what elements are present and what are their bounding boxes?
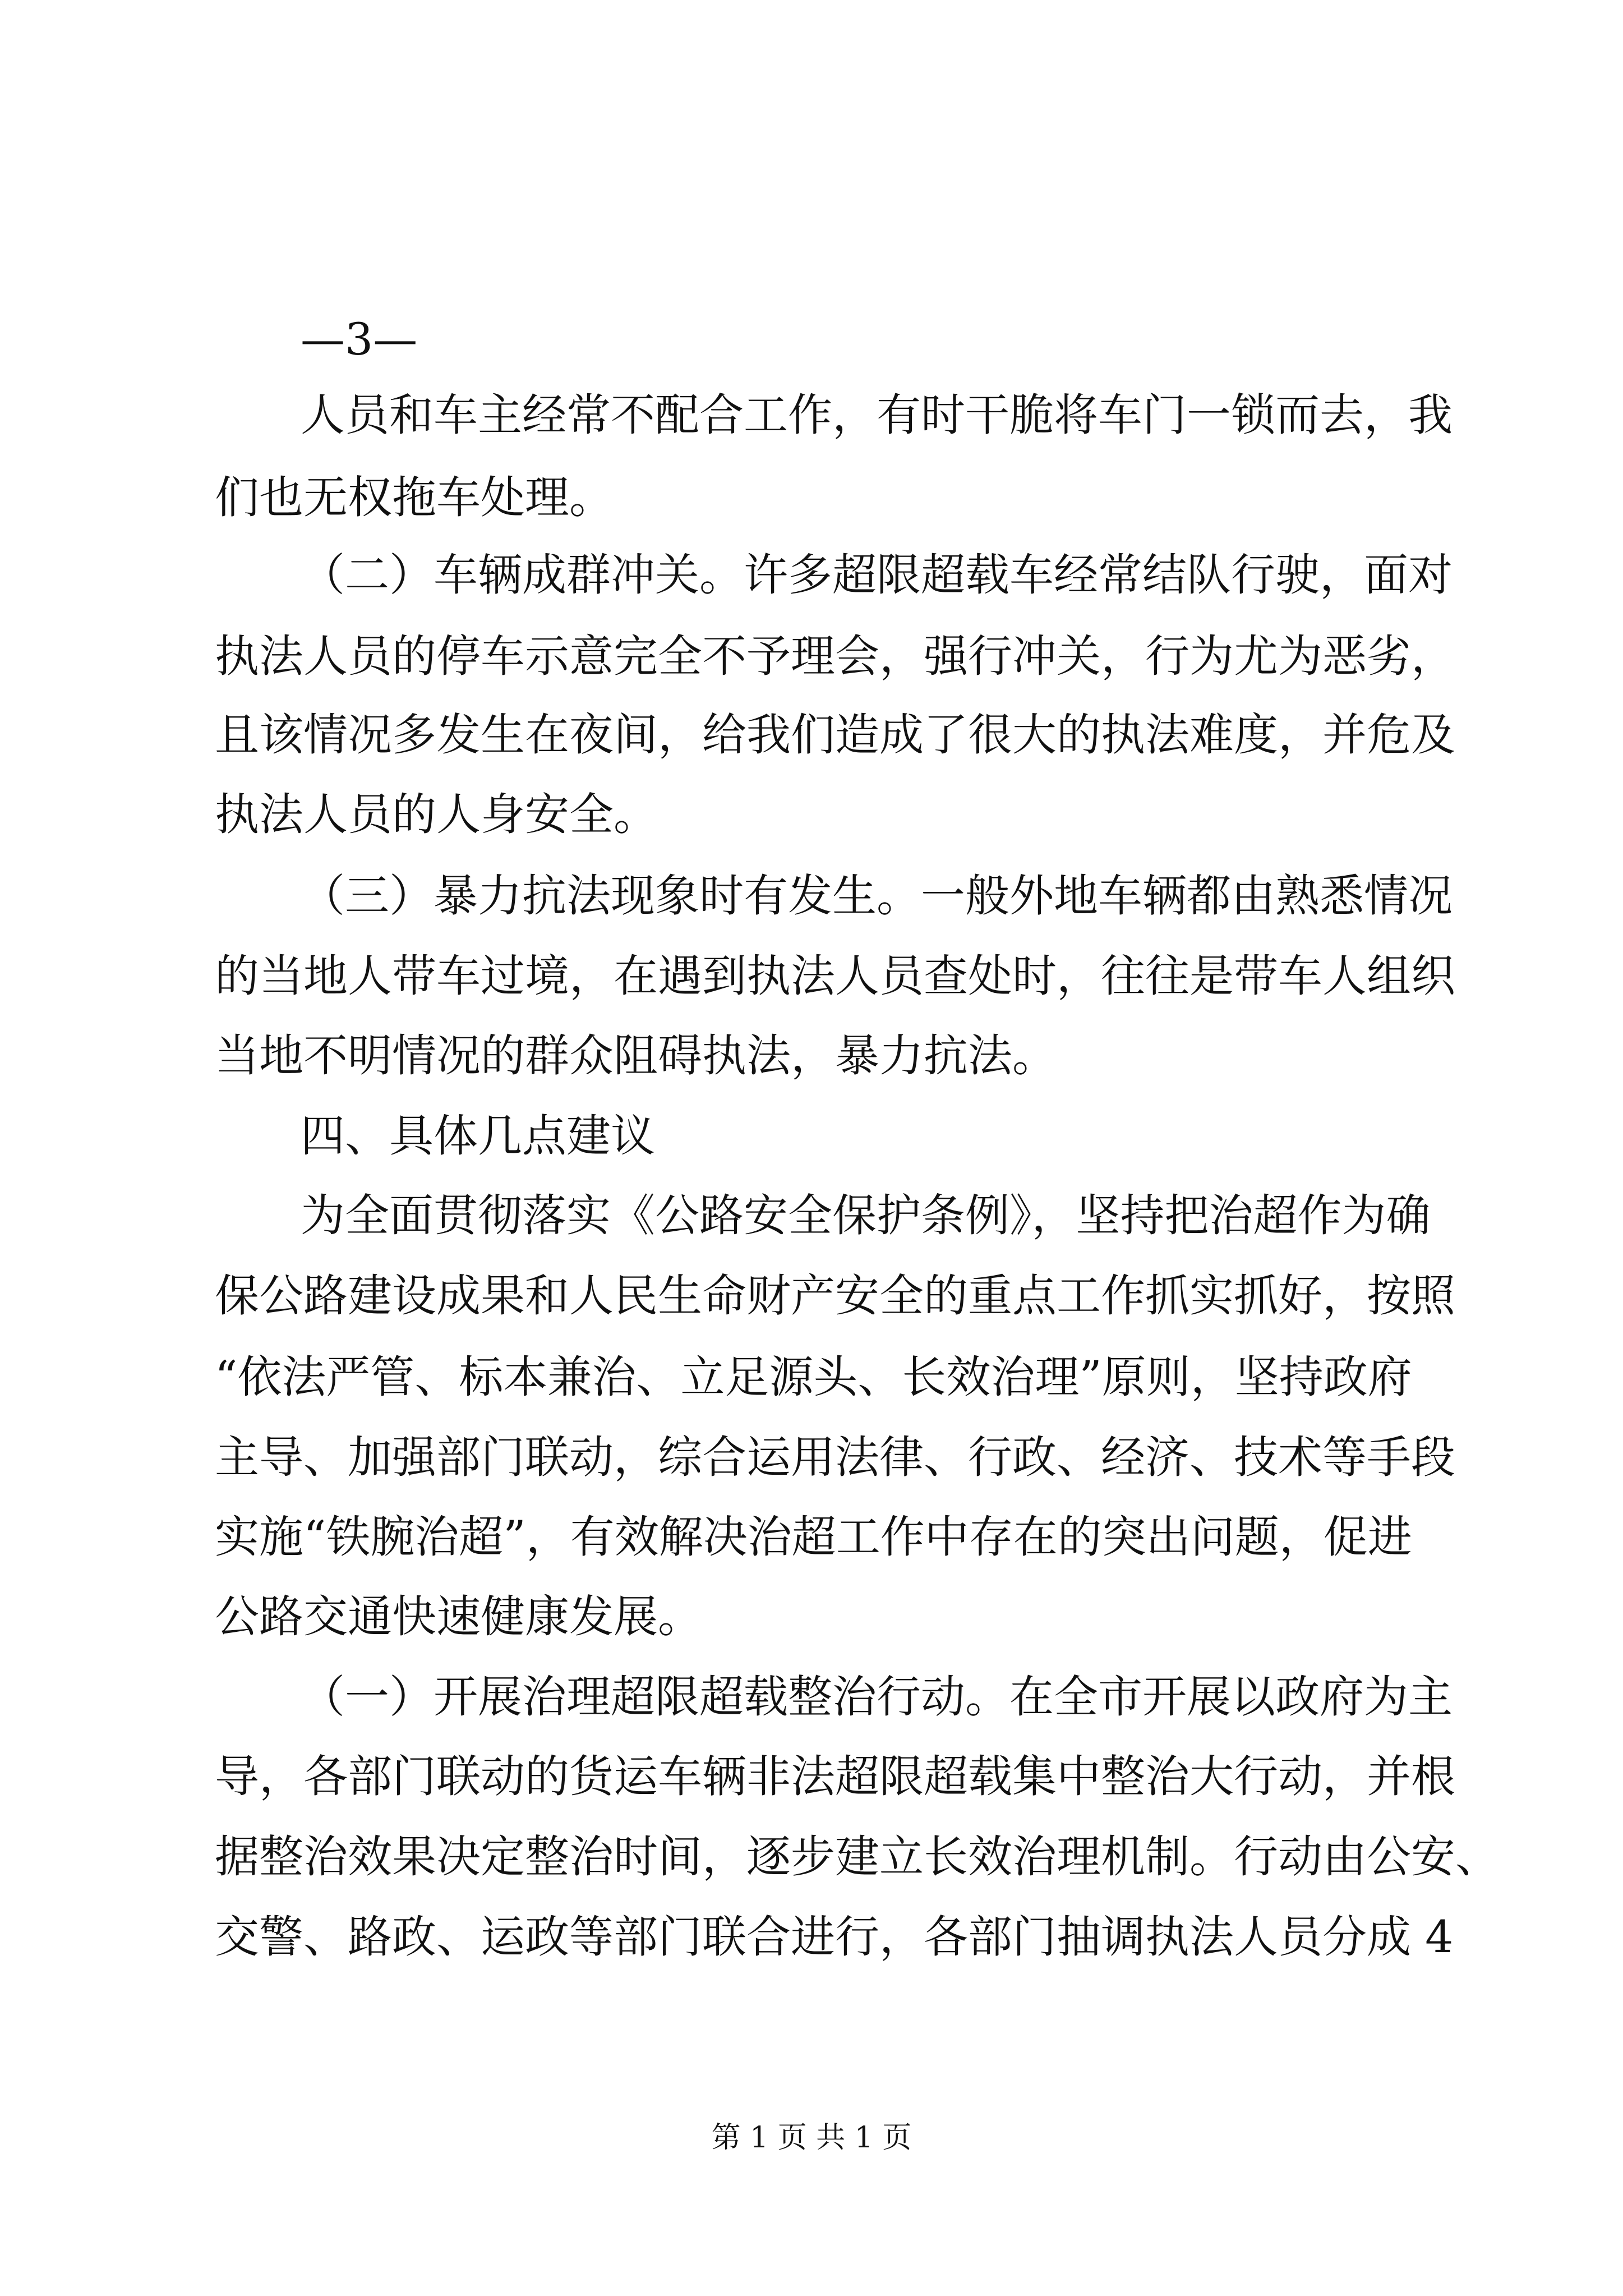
paragraph-line: 执法人员的人身安全。 [215,789,658,840]
paragraph-line: 执法人员的停车示意完全不予理会，强行冲关，行为尤为恶劣， [215,631,1455,682]
paragraph-line: 公路交通快速健康发展。 [215,1591,702,1642]
paragraph-line: 据整治效果决定整治时间，逐步建立长效治理机制。行动由公安、 [215,1831,1500,1883]
section-heading: 四、具体几点建议 [301,1110,655,1162]
paragraph-line: 保公路建设成果和人民生命财产安全的重点工作抓实抓好，按照 [215,1270,1455,1322]
paragraph-line: （一）开展治理超限超载整治行动。在全市开展以政府为主 [301,1671,1453,1723]
paragraph-line: 人员和车主经常不配合工作，有时干脆将车门一锁而去，我 [301,389,1453,441]
paragraph-line: 当地不明情况的群众阻碍执法，暴力抗法。 [215,1030,1057,1082]
paragraph-line: 且该情况多发生在夜间，给我们造成了很大的执法难度，并危及 [215,709,1455,761]
paragraph-line: 们也无权拖车处理。 [215,472,614,523]
paragraph-line: 为全面贯彻落实《公路安全保护条例》，坚持把治超作为确 [301,1190,1431,1241]
paragraph-line: 实施“铁腕治超”，有效解决治超工作中存在的突出问题，促进 [215,1511,1412,1563]
paragraph-line: （三）暴力抗法现象时有发生。一般外地车辆都由熟悉情况 [301,870,1453,922]
paragraph-line: 交警、路政、运政等部门联合进行，各部门抽调执法人员分成 4 [215,1911,1454,1963]
page-marker: —3— [301,314,418,365]
paragraph-line: “依法严管、标本兼治、立足源头、长效治理”原则，坚持政府 [215,1351,1412,1403]
page-footer: 第 1 页 共 1 页 [711,2121,912,2155]
paragraph-line: （二）车辆成群冲关。许多超限超载车经常结队行驶，面对 [301,549,1453,601]
paragraph-line: 主导、加强部门联动，综合运用法律、行政、经济、技术等手段 [215,1432,1455,1483]
paragraph-line: 导，各部门联动的货运车辆非法超限超载集中整治大行动，并根 [215,1751,1455,1802]
paragraph-line: 的当地人带车过境，在遇到执法人员查处时，往往是带车人组织 [215,950,1455,1002]
